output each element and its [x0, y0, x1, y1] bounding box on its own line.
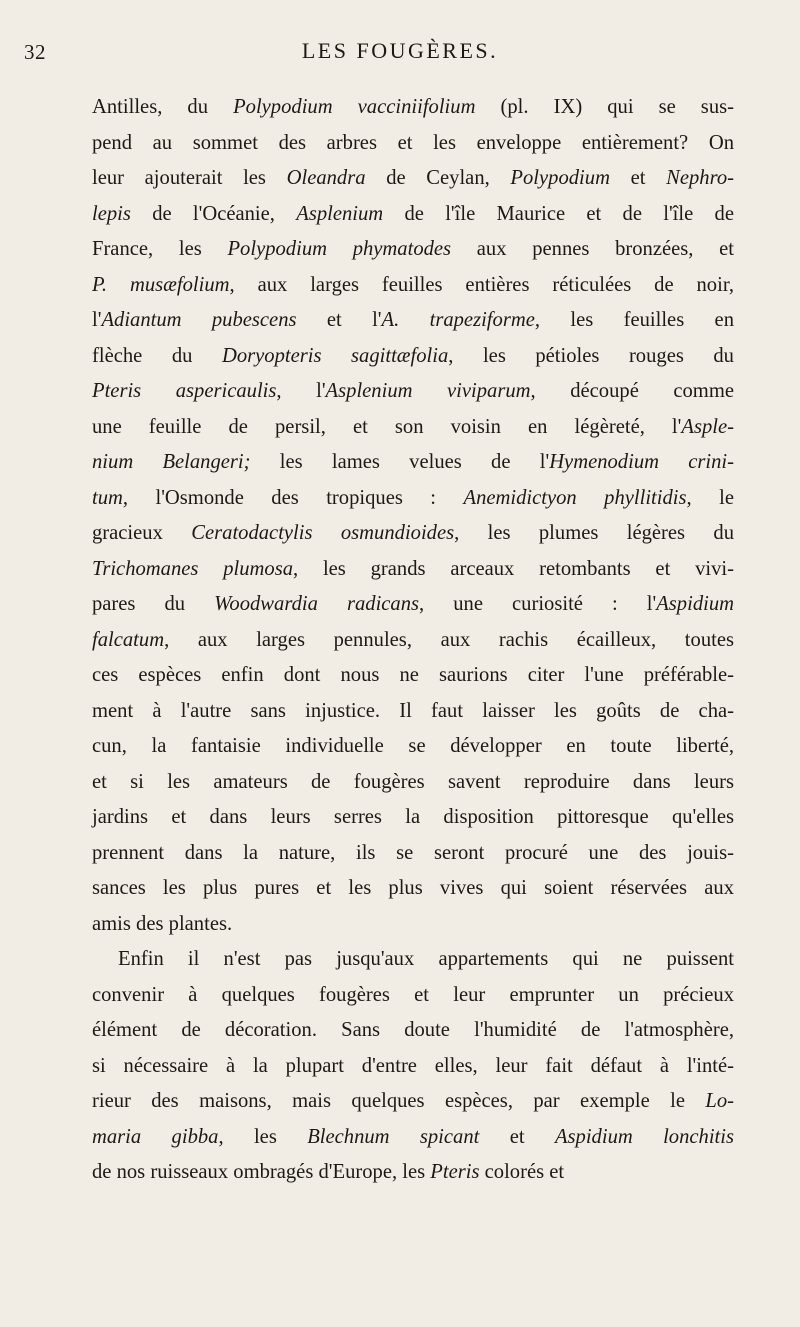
text-line [92, 729, 734, 765]
text-segment: , les [218, 1125, 308, 1148]
text-segment: (pl. IX) qui se sus- [475, 96, 734, 118]
italic-segment: tum [92, 486, 123, 509]
text-line [92, 339, 734, 375]
italic-segment: P. musæfolium [92, 273, 230, 296]
text-segment: leur ajouterait les [92, 167, 287, 189]
text-line [92, 871, 734, 907]
italic-segment: Lo- [705, 1090, 734, 1112]
italic-segment: nium Belangeri; [92, 451, 251, 473]
text-segment: , les grands arceaux retombants et vivi- [293, 557, 734, 580]
text-segment: et [609, 167, 667, 189]
italic-segment: lepis [92, 202, 131, 225]
italic-segment: Asplenium [296, 202, 384, 225]
text-segment: , les feuilles en [534, 309, 734, 331]
text-segment: élément de décoration. Sans doute l'humidité de l'atmosphère, [92, 1019, 734, 1041]
text-segment: , l' [276, 380, 326, 402]
text-segment: , aux larges feuilles entières réticulées de noir, [229, 273, 734, 296]
text-line [92, 481, 734, 517]
italic-segment: Nephro- [666, 167, 734, 189]
text-segment: convenir à quelques fougères et leur emprunter un précieux [92, 983, 734, 1006]
text-line [92, 161, 734, 197]
text-segment: , les pétioles rouges du [448, 344, 734, 367]
italic-segment: Woodwardia radicans [214, 593, 420, 615]
text-line [92, 1013, 734, 1049]
text-line [92, 516, 734, 552]
italic-segment: Anemidictyon phyllitidis [463, 486, 687, 509]
italic-segment: Aspidium [656, 593, 735, 615]
text-line [92, 1084, 734, 1120]
italic-segment: maria gibba [92, 1125, 219, 1148]
text-line [92, 836, 734, 872]
text-segment: sances les plus pures et les plus vives qui soient réservées aux [92, 877, 734, 899]
text-segment: et [479, 1125, 555, 1148]
italic-segment: Hymenodium crini- [549, 451, 735, 473]
text-segment: et si les amateurs de fougères savent reproduire dans leurs [92, 770, 734, 793]
italic-segment: A. trapeziforme [381, 309, 535, 331]
text-segment: de nos ruisseaux ombragés d'Europe, les [92, 1161, 431, 1183]
italic-segment: Aspidium lonchitis [554, 1125, 735, 1148]
text-line [92, 90, 734, 126]
text-line [92, 552, 734, 588]
text-line [92, 1120, 734, 1156]
text-segment: , l'Osmonde des tropiques : [122, 486, 464, 509]
text-segment: prennent dans la nature, ils se seront procuré une des jouis- [92, 841, 734, 864]
text-line [92, 942, 734, 978]
text-segment: pares du [92, 593, 215, 615]
text-segment: une feuille de persil, et son voisin en légèreté, l' [92, 415, 682, 438]
italic-segment: Polypodium phymatodes [227, 238, 452, 260]
text-segment: Antilles, du [92, 96, 234, 118]
body-text [92, 90, 734, 1191]
text-line [92, 232, 734, 268]
page-number: 32 [24, 40, 46, 64]
text-line [92, 303, 734, 339]
text-line [92, 765, 734, 801]
italic-segment: Blechnum spicant [307, 1125, 480, 1148]
italic-segment: Adiantum pubescens [101, 309, 297, 331]
text-line [92, 907, 734, 943]
italic-segment: Asplenium viviparum [325, 380, 531, 402]
text-line [92, 587, 734, 623]
text-segment: amis des plantes. [92, 912, 233, 935]
italic-segment: falcatum [92, 628, 165, 651]
text-line [92, 623, 734, 659]
text-segment: , le [686, 486, 735, 509]
text-segment: gracieux [92, 522, 192, 544]
text-segment: , une curiosité : l' [419, 593, 657, 615]
text-segment: , découpé comme [530, 380, 734, 402]
text-segment: jardins et dans leurs serres la disposition pittoresque qu'elles [92, 806, 734, 828]
text-segment: cun, la fantaisie individuelle se développer en toute liberté, [92, 735, 734, 757]
text-line [92, 197, 734, 233]
text-segment: ment à l'autre sans injustice. Il faut laisser les goûts de cha- [92, 699, 734, 722]
text-line [92, 694, 734, 730]
text-segment: et l' [296, 309, 382, 331]
text-line [92, 268, 734, 304]
text-segment: pend au sommet des arbres et les enveloppe entièrement? On [92, 131, 734, 154]
text-line [92, 445, 734, 481]
italic-segment: Polypodium [510, 167, 610, 189]
text-segment: France, les [92, 238, 228, 260]
page-header [0, 18, 800, 64]
text-segment: rieur des maisons, mais quelques espèces, par exemple le [92, 1090, 706, 1112]
text-line [92, 126, 734, 162]
text-segment: colorés et [479, 1161, 565, 1183]
text-segment: les lames velues de l' [250, 451, 550, 473]
text-segment: l' [92, 309, 102, 331]
italic-segment: Trichomanes plumosa [92, 557, 293, 580]
italic-segment: Ceratodactylis osmundioides [191, 522, 455, 544]
italic-segment: Doryopteris sagittæfolia [221, 344, 449, 367]
text-line [92, 374, 734, 410]
text-line [92, 800, 734, 836]
italic-segment: Polypodium vacciniifolium [233, 96, 476, 118]
italic-segment: Oleandra [286, 167, 366, 189]
text-segment: flèche du [92, 344, 222, 367]
text-segment: Enfin il n'est pas jusqu'aux appartements qui ne puissent [118, 948, 734, 970]
text-line [92, 1049, 734, 1085]
italic-segment: Pteris [430, 1161, 480, 1183]
text-line [92, 658, 734, 694]
text-segment: si nécessaire à la plupart d'entre elles, leur fait défaut à l'inté- [92, 1054, 734, 1077]
text-segment: , les plumes légères du [454, 522, 734, 544]
text-segment: de l'Océanie, [130, 202, 297, 225]
text-segment: aux pennes bronzées, et [451, 238, 735, 260]
text-segment: de l'île Maurice et de l'île de [383, 202, 734, 225]
text-segment: , aux larges pennules, aux rachis écailleux, toutes [164, 628, 734, 651]
text-line [92, 1155, 734, 1191]
running-title: LES FOUGÈRES. [301, 38, 499, 63]
italic-segment: Asple- [681, 415, 734, 438]
text-line [92, 978, 734, 1014]
text-segment: de Ceylan, [365, 167, 511, 189]
text-segment: ces espèces enfin dont nous ne saurions citer l'une préférable- [92, 664, 734, 686]
text-line [92, 410, 734, 446]
italic-segment: Pteris aspericaulis [92, 380, 277, 402]
